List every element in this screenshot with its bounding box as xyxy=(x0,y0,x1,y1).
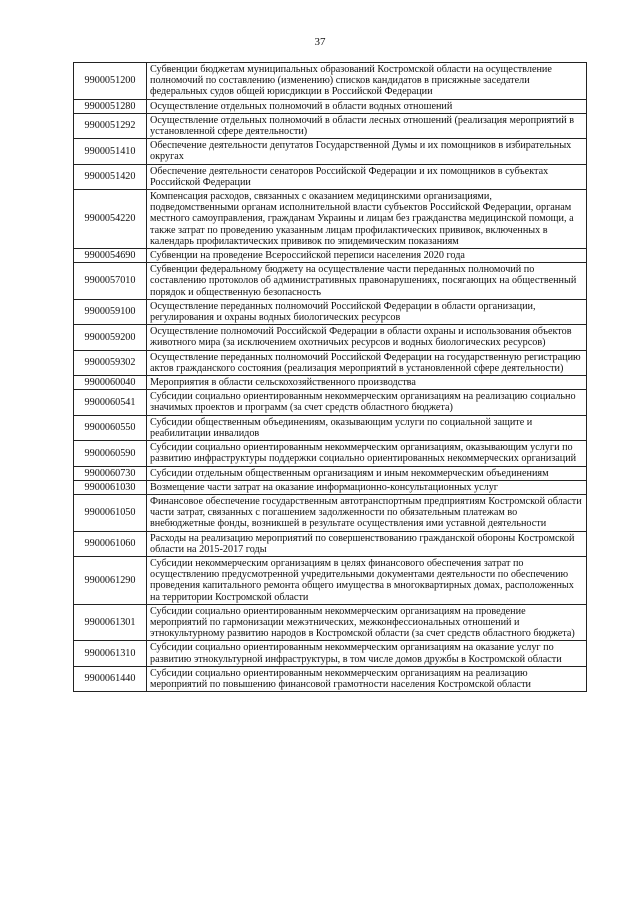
budget-codes-table xyxy=(73,62,587,692)
row-code-cell: 9900061050 xyxy=(74,494,147,531)
table-row xyxy=(74,99,587,113)
row-code-cell: 9900060730 xyxy=(74,466,147,480)
row-code-cell: 9900060541 xyxy=(74,390,147,415)
row-description-cell: Компенсация расходов, связанных с оказанием медицинскими организациями, подведомственными органам исполнительной власти субъектов Российской Федерации, органам местного самоуправления, гражданам Украины и лицам без гражданства медицинской помощи, а также затрат по проведению указанным лицам профилактических прививок, включенных в календарь профилактических прививок по эпидемическим показаниям xyxy=(147,190,587,249)
table-row xyxy=(74,466,587,480)
table-row xyxy=(74,556,587,604)
table-row xyxy=(74,641,587,666)
table-row xyxy=(74,350,587,375)
row-code-cell: 9900051280 xyxy=(74,99,147,113)
row-description-cell: Мероприятия в области сельскохозяйственного производства xyxy=(147,376,587,390)
page-number: 37 xyxy=(314,36,326,48)
table-row xyxy=(74,604,587,641)
row-code-cell: 9900051420 xyxy=(74,164,147,189)
table-row xyxy=(74,164,587,189)
row-description-cell: Субвенции на проведение Всероссийской переписи населения 2020 года xyxy=(147,249,587,263)
table-row xyxy=(74,494,587,531)
row-description-cell: Субсидии социально ориентированным некоммерческим организациям на проведение мероприятий по гармонизации межэтнических, межконфессиональных отношений и этнокультурному развитию народов в Костромской области (за счет средств областного бюджета) xyxy=(147,604,587,641)
table-row xyxy=(74,376,587,390)
table-row xyxy=(74,299,587,324)
row-description-cell: Возмещение части затрат на оказание информационно-консультационных услуг xyxy=(147,480,587,494)
row-description-cell: Субсидии общественным объединениям, оказывающим услуги по социальной защите и реабилитации инвалидов xyxy=(147,415,587,440)
row-code-cell: 9900057010 xyxy=(74,263,147,300)
row-code-cell: 9900061060 xyxy=(74,531,147,556)
table-row xyxy=(74,139,587,164)
row-code-cell: 9900059200 xyxy=(74,325,147,350)
table-row xyxy=(74,190,587,249)
table-row xyxy=(74,480,587,494)
row-code-cell: 9900051410 xyxy=(74,139,147,164)
table-row xyxy=(74,666,587,691)
table-row xyxy=(74,113,587,138)
row-code-cell: 9900061301 xyxy=(74,604,147,641)
table-row xyxy=(74,441,587,466)
row-description-cell: Субсидии социально ориентированным некоммерческим организациям, оказывающим услуги по развитию инфраструктуры поддержки социально ориентированных некоммерческих организаций xyxy=(147,441,587,466)
row-code-cell: 9900059100 xyxy=(74,299,147,324)
row-code-cell: 9900059302 xyxy=(74,350,147,375)
row-code-cell: 9900061440 xyxy=(74,666,147,691)
row-code-cell: 9900054220 xyxy=(74,190,147,249)
row-code-cell: 9900060590 xyxy=(74,441,147,466)
row-description-cell: Субсидии отдельным общественным организациям и иным некоммерческим объединениям xyxy=(147,466,587,480)
row-description-cell: Расходы на реализацию мероприятий по совершенствованию гражданской обороны Костромской области на 2015-2017 годы xyxy=(147,531,587,556)
row-code-cell: 9900054690 xyxy=(74,249,147,263)
row-description-cell: Осуществление полномочий Российской Федерации в области охраны и использования объектов животного мира (за исключением охотничьих ресурсов и водных биологических ресурсов) xyxy=(147,325,587,350)
row-code-cell: 9900051200 xyxy=(74,63,147,100)
table-row xyxy=(74,390,587,415)
row-description-cell: Осуществление переданных полномочий Российской Федерации на государственную регистрацию актов гражданского состояния (реализация мероприятий в установленной сфере деятельности) xyxy=(147,350,587,375)
row-description-cell: Финансовое обеспечение государственным автотранспортным предприятиям Костромской области части затрат, связанных с погашением задолженности по обязательным платежам во внебюджетные фонды, возникшей в результате осуществления ими уставной деятельности xyxy=(147,494,587,531)
row-description-cell: Обеспечение деятельности депутатов Государственной Думы и их помощников в избирательных округах xyxy=(147,139,587,164)
row-description-cell: Субсидии социально ориентированным некоммерческим организациям на оказание услуг по развитию этнокультурной инфраструктуры, в том числе домов дружбы в Костромской области xyxy=(147,641,587,666)
table-row xyxy=(74,531,587,556)
table-row xyxy=(74,63,587,100)
row-code-cell: 9900061290 xyxy=(74,556,147,604)
row-code-cell: 9900061030 xyxy=(74,480,147,494)
row-description-cell: Субвенции федеральному бюджету на осуществление части переданных полномочий по составлению протоколов об административных правонарушениях, посягающих на общественный порядок и общественную безопасность xyxy=(147,263,587,300)
row-code-cell: 9900060040 xyxy=(74,376,147,390)
row-code-cell: 9900061310 xyxy=(74,641,147,666)
row-code-cell: 9900051292 xyxy=(74,113,147,138)
row-description-cell: Субвенции бюджетам муниципальных образований Костромской области на осуществление полномочий по составлению (изменению) списков кандидатов в присяжные заседатели федеральных судов общей юрисдикции в Российской Федерации xyxy=(147,63,587,100)
row-code-cell: 9900060550 xyxy=(74,415,147,440)
row-description-cell: Осуществление отдельных полномочий в области водных отношений xyxy=(147,99,587,113)
table-row xyxy=(74,249,587,263)
table-body xyxy=(74,63,587,692)
table-row xyxy=(74,263,587,300)
row-description-cell: Субсидии некоммерческим организациям в целях финансового обеспечения затрат по осуществлению предусмотренной учредительными документами деятельности по обеспечению проведения капитального ремонта общего имущества в многоквартирных домах, расположенных на территории Костромской области xyxy=(147,556,587,604)
row-description-cell: Субсидии социально ориентированным некоммерческим организациям на реализацию мероприятий по повышению финансовой грамотности населения Костромской области xyxy=(147,666,587,691)
table-row xyxy=(74,325,587,350)
row-description-cell: Осуществление переданных полномочий Российской Федерации в области организации, регулирования и охраны водных биологических ресурсов xyxy=(147,299,587,324)
row-description-cell: Осуществление отдельных полномочий в области лесных отношений (реализация мероприятий в установленной сфере деятельности) xyxy=(147,113,587,138)
row-description-cell: Субсидии социально ориентированным некоммерческим организациям на реализацию социально значимых проектов и программ (за счет средств областного бюджета) xyxy=(147,390,587,415)
row-description-cell: Обеспечение деятельности сенаторов Российской Федерации и их помощников в субъектах Российской Федерации xyxy=(147,164,587,189)
table-row xyxy=(74,415,587,440)
